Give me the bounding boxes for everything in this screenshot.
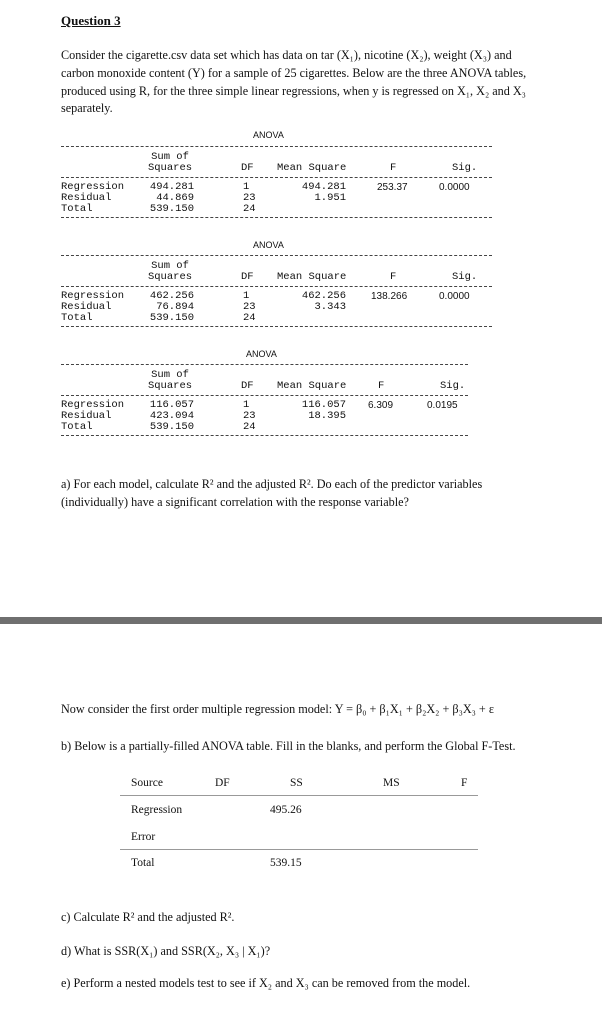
col-header-df: DF	[241, 271, 254, 283]
cell-ss: 539.150	[149, 312, 194, 324]
cell-f: 253.37	[377, 182, 408, 193]
cell-df: 23	[243, 410, 256, 422]
table-rule	[61, 217, 492, 218]
question-a-line: a) For each model, calculate R² and the adjusted R². Do each of the predictor variables	[61, 477, 483, 491]
header-df: DF	[215, 777, 230, 789]
cell-df: 24	[243, 421, 256, 433]
header-text: Squares	[147, 271, 193, 283]
header-f: F	[461, 777, 468, 789]
cell-ms: 18.395	[308, 410, 346, 422]
intro-line: produced using R, for the three simple linear regressions, when y is regressed on X₁, X₂ and X₃	[61, 83, 526, 98]
header-text: Sum of	[151, 369, 189, 381]
table-rule	[120, 795, 478, 796]
question-e: e) Perform a nested models test to see if X₂ and X₃ can be removed from the model.	[61, 976, 471, 990]
cell-ms: 116.057	[301, 399, 346, 411]
model-statement: Now consider the first order multiple regression model: Y = β₀ + β₁X₁ + β₂X₂ + β₃X₃ + ε	[61, 702, 494, 716]
cell-ss: 495.26	[270, 804, 302, 816]
intro-line: Consider the cigarette.csv data set which has data on tar (X₁), nicotine (X₂), weight (X₃) and	[61, 48, 512, 62]
col-header-ss	[140, 152, 200, 174]
cell-df: 1	[243, 290, 250, 302]
intro-line: separately.	[61, 101, 113, 116]
question-c: c) Calculate R² and the adjusted R².	[61, 910, 235, 924]
row-label: Total	[61, 421, 93, 433]
cell-ss: 116.057	[149, 399, 194, 411]
cell-ms: 1.951	[314, 192, 346, 204]
row-source: Total	[131, 857, 155, 869]
cell-sig: 0.0195	[427, 400, 458, 411]
cell-f: 6.309	[368, 400, 394, 411]
anova-title: ANOVA	[253, 240, 284, 250]
anova-title: ANOVA	[253, 130, 284, 140]
cell-ss: 494.281	[149, 181, 194, 193]
table-rule	[120, 849, 478, 850]
col-header-df: DF	[241, 162, 254, 174]
col-header-df: DF	[241, 380, 254, 392]
question-title: Question 3	[61, 13, 121, 28]
cell-ms: 494.281	[301, 181, 346, 193]
col-header-ss	[140, 370, 200, 392]
cell-df: 24	[243, 203, 256, 215]
cell-sig: 0.0000	[439, 291, 470, 302]
col-header-f: F	[390, 271, 397, 283]
row-label: Regression	[61, 181, 125, 193]
cell-ss: 76.894	[156, 301, 194, 313]
col-header-f: F	[378, 380, 385, 392]
cell-ss: 44.869	[156, 192, 194, 204]
header-text: Squares	[147, 380, 193, 392]
anova-title: ANOVA	[246, 349, 277, 359]
row-label: Total	[61, 203, 93, 215]
row-source: Error	[131, 831, 156, 843]
table-rule	[61, 395, 468, 396]
cell-ss: 539.150	[149, 203, 194, 215]
cell-ss: 539.15	[270, 857, 302, 869]
row-label: Regression	[61, 399, 125, 411]
row-source: Regression	[131, 804, 183, 816]
page-separator	[0, 617, 602, 624]
col-header-ss	[140, 261, 200, 283]
header-ms: MS	[383, 777, 400, 789]
row-label: Residual	[61, 410, 112, 422]
cell-f: 138.266	[371, 291, 408, 302]
col-header-f: F	[390, 162, 397, 174]
header-text: Squares	[147, 162, 193, 174]
cell-ms: 3.343	[314, 301, 346, 313]
cell-ss: 539.150	[149, 421, 194, 433]
header-source: Source	[131, 777, 163, 789]
cell-ss: 462.256	[149, 290, 194, 302]
intro-paragraph	[61, 47, 551, 118]
table-rule	[61, 146, 492, 147]
header-text: Sum of	[151, 260, 189, 272]
cell-df: 1	[243, 399, 250, 411]
intro-line: carbon monoxide content (Y) for a sample of 25 cigarettes. Below are the three ANOVA tables,	[61, 65, 527, 80]
table-rule	[61, 435, 468, 436]
table-rule	[61, 255, 492, 256]
question-b: b) Below is a partially-filled ANOVA table. Fill in the blanks, and perform the Global F-Test.	[61, 739, 516, 753]
table-rule	[61, 364, 468, 365]
table-rule	[61, 286, 492, 287]
table-rule	[61, 177, 492, 178]
cell-df: 24	[243, 312, 256, 324]
question-d: d) What is SSR(X₁) and SSR(X₂, X₃ | X₁)?	[61, 944, 271, 958]
cell-df: 1	[243, 181, 250, 193]
question-a	[61, 476, 541, 512]
cell-df: 23	[243, 301, 256, 313]
table-rule	[61, 326, 492, 327]
row-label: Residual	[61, 192, 112, 204]
cell-sig: 0.0000	[439, 182, 470, 193]
cell-ms: 462.256	[301, 290, 346, 302]
col-header-ms: Mean Square	[277, 162, 347, 174]
row-label: Residual	[61, 301, 112, 313]
col-header-sig: Sig.	[452, 271, 478, 283]
cell-ss: 423.094	[149, 410, 194, 422]
col-header-sig: Sig.	[452, 162, 478, 174]
col-header-ms: Mean Square	[277, 271, 347, 283]
header-ss: SS	[290, 777, 303, 789]
cell-df: 23	[243, 192, 256, 204]
col-header-sig: Sig.	[440, 380, 466, 392]
header-text: Sum of	[151, 151, 189, 163]
question-a-line: (individually) have a significant correlation with the response variable?	[61, 494, 409, 509]
row-label: Regression	[61, 290, 125, 302]
row-label: Total	[61, 312, 93, 324]
col-header-ms: Mean Square	[277, 380, 347, 392]
